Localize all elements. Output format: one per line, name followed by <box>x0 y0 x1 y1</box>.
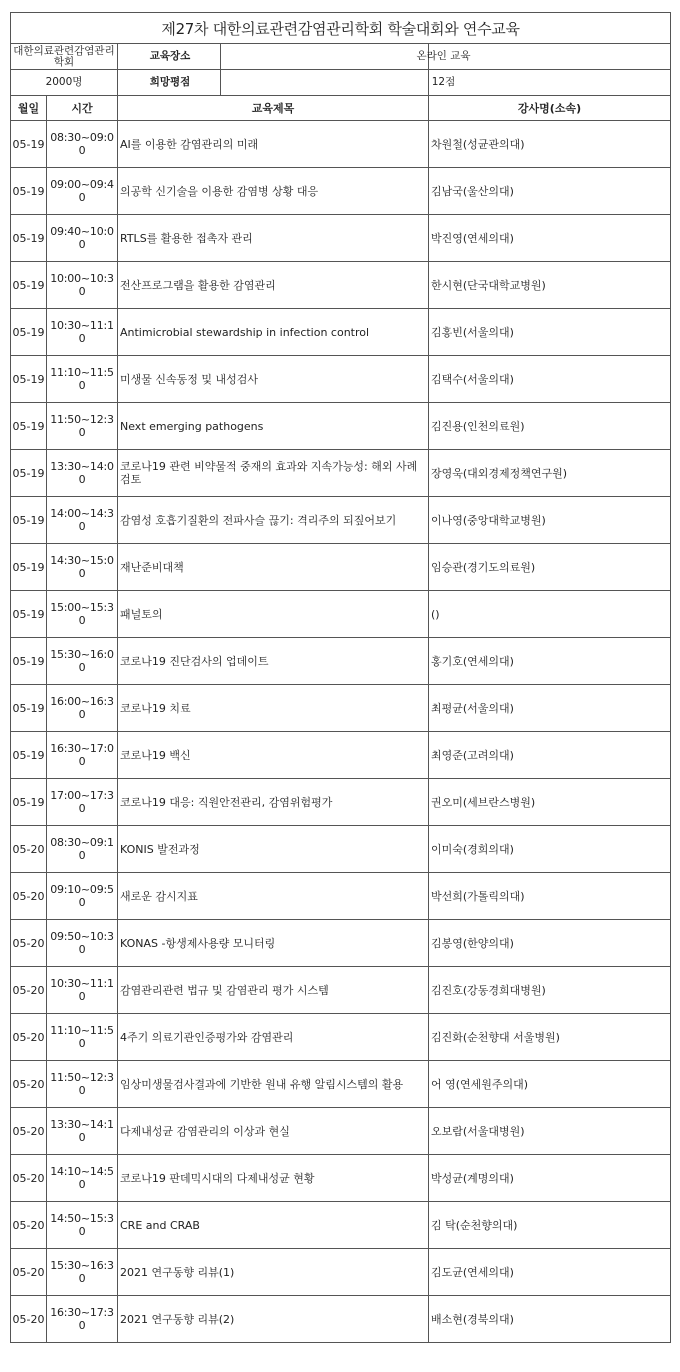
page-title: 제27차 대한의료관련감염관리학회 학술대회와 연수교육 <box>11 13 671 44</box>
session-time: 10:00~10:30 <box>47 262 118 309</box>
session-title: 4주기 의료기관인증평가와 감염관리 <box>118 1014 429 1061</box>
session-time: 16:30~17:30 <box>47 1296 118 1343</box>
table-row <box>11 685 671 732</box>
table-row <box>11 591 671 638</box>
table-row <box>11 1014 671 1061</box>
schedule-table <box>10 12 671 1343</box>
session-title: 전산프로그램을 활용한 감염관리 <box>118 262 429 309</box>
session-time: 17:00~17:30 <box>47 779 118 826</box>
column-header-title: 교육제목 <box>118 96 429 121</box>
venue-value-text: 온라인 교육 <box>416 50 471 62</box>
session-time: 15:30~16:00 <box>47 638 118 685</box>
session-speaker: 차원철(성균관의대) <box>429 121 671 168</box>
session-date: 05-19 <box>11 732 47 779</box>
session-title: 임상미생물검사결과에 기반한 원내 유행 알림시스템의 활용 <box>118 1061 429 1108</box>
table-row <box>11 309 671 356</box>
session-time: 10:30~11:10 <box>47 967 118 1014</box>
session-title: Antimicrobial stewardship in infection control <box>118 309 429 356</box>
session-time: 09:00~09:40 <box>47 168 118 215</box>
session-title: CRE and CRAB <box>118 1202 429 1249</box>
session-speaker: 김택수(서울의대) <box>429 356 671 403</box>
session-title: 감염성 호흡기질환의 전파사슬 끊기: 격리주의 되짚어보기 <box>118 497 429 544</box>
table-row <box>11 779 671 826</box>
session-rows <box>11 121 671 1343</box>
table-row <box>11 544 671 591</box>
session-title: RTLS를 활용한 접촉자 관리 <box>118 215 429 262</box>
session-date: 05-19 <box>11 356 47 403</box>
session-speaker: 홍기호(연세의대) <box>429 638 671 685</box>
session-time: 14:00~14:30 <box>47 497 118 544</box>
table-row <box>11 497 671 544</box>
session-title: 코로나19 관련 비약물적 중재의 효과와 지속가능성: 해외 사례 검토 <box>118 450 429 497</box>
table-row <box>11 168 671 215</box>
session-time: 15:00~15:30 <box>47 591 118 638</box>
session-date: 05-19 <box>11 403 47 450</box>
session-title: 다제내성균 감염관리의 이상과 현실 <box>118 1108 429 1155</box>
table-row <box>11 1155 671 1202</box>
session-date: 05-20 <box>11 920 47 967</box>
session-date: 05-20 <box>11 1249 47 1296</box>
session-date: 05-20 <box>11 1108 47 1155</box>
session-date: 05-20 <box>11 1296 47 1343</box>
session-date: 05-19 <box>11 121 47 168</box>
table-row <box>11 1061 671 1108</box>
session-speaker: 이미숙(경희의대) <box>429 826 671 873</box>
session-title: 재난준비대책 <box>118 544 429 591</box>
session-time: 16:00~16:30 <box>47 685 118 732</box>
session-speaker: 김진화(순천향대 서울병원) <box>429 1014 671 1061</box>
session-speaker: 김도균(연세의대) <box>429 1249 671 1296</box>
session-title: KONIS 발전과정 <box>118 826 429 873</box>
table-row <box>11 1108 671 1155</box>
session-time: 14:30~15:00 <box>47 544 118 591</box>
session-time: 15:30~16:30 <box>47 1249 118 1296</box>
table-row <box>11 920 671 967</box>
session-title: 2021 연구동향 리뷰(2) <box>118 1296 429 1343</box>
session-speaker: 박진영(연세의대) <box>429 215 671 262</box>
session-date: 05-20 <box>11 967 47 1014</box>
session-time: 09:40~10:00 <box>47 215 118 262</box>
session-speaker: 이나영(중앙대학교병원) <box>429 497 671 544</box>
table-row <box>11 262 671 309</box>
session-speaker: 최영준(고려의대) <box>429 732 671 779</box>
session-date: 05-19 <box>11 309 47 356</box>
session-speaker: 박선희(가톨릭의대) <box>429 873 671 920</box>
column-header-speaker: 강사명(소속) <box>429 96 671 121</box>
table-row <box>11 1296 671 1343</box>
session-time: 08:30~09:10 <box>47 826 118 873</box>
session-date: 05-20 <box>11 1155 47 1202</box>
session-speaker: 김진호(강동경희대병원) <box>429 967 671 1014</box>
session-time: 11:50~12:30 <box>47 1061 118 1108</box>
session-date: 05-19 <box>11 544 47 591</box>
session-date: 05-20 <box>11 1014 47 1061</box>
session-time: 13:30~14:10 <box>47 1108 118 1155</box>
session-date: 05-19 <box>11 168 47 215</box>
session-time: 13:30~14:00 <box>47 450 118 497</box>
session-time: 11:10~11:50 <box>47 356 118 403</box>
session-date: 05-20 <box>11 1202 47 1249</box>
session-time: 10:30~11:10 <box>47 309 118 356</box>
session-speaker: 권오미(세브란스병원) <box>429 779 671 826</box>
session-date: 05-19 <box>11 497 47 544</box>
credit-value-text: 12점 <box>431 76 456 88</box>
capacity-value: 2000명 <box>11 70 118 96</box>
session-title: AI를 이용한 감염관리의 미래 <box>118 121 429 168</box>
session-speaker: 김 탁(순천향의대) <box>429 1202 671 1249</box>
session-title: KONAS -항생제사용량 모니터링 <box>118 920 429 967</box>
session-title: 패널토의 <box>118 591 429 638</box>
session-time: 09:50~10:30 <box>47 920 118 967</box>
table-row <box>11 121 671 168</box>
session-title: 감염관리관련 법규 및 감염관리 평가 시스템 <box>118 967 429 1014</box>
session-speaker: 어 영(연세원주의대) <box>429 1061 671 1108</box>
session-time: 08:30~09:00 <box>47 121 118 168</box>
session-speaker: 김홍빈(서울의대) <box>429 309 671 356</box>
session-speaker: () <box>429 591 671 638</box>
table-row <box>11 1249 671 1296</box>
session-title: 코로나19 백신 <box>118 732 429 779</box>
venue-label-text: 교육장소 <box>120 44 221 69</box>
session-date: 05-19 <box>11 591 47 638</box>
session-title: 코로나19 치료 <box>118 685 429 732</box>
table-row <box>11 450 671 497</box>
session-date: 05-19 <box>11 638 47 685</box>
session-speaker: 임승관(경기도의료원) <box>429 544 671 591</box>
session-title: 코로나19 대응: 직원안전관리, 감염위험평가 <box>118 779 429 826</box>
session-speaker: 김남국(울산의대) <box>429 168 671 215</box>
session-date: 05-19 <box>11 262 47 309</box>
session-speaker: 박성균(계명의대) <box>429 1155 671 1202</box>
session-date: 05-19 <box>11 779 47 826</box>
session-speaker: 최평균(서울의대) <box>429 685 671 732</box>
session-speaker: 장영욱(대외경제정책연구원) <box>429 450 671 497</box>
organization-name: 대한의료관련감염관리학회 <box>11 44 118 70</box>
session-date: 05-20 <box>11 873 47 920</box>
table-row <box>11 356 671 403</box>
session-title: 미생물 신속동정 및 내성검사 <box>118 356 429 403</box>
table-row <box>11 1202 671 1249</box>
session-speaker: 김봉영(한양의대) <box>429 920 671 967</box>
session-title: 의공학 신기술을 이용한 감염병 상황 대응 <box>118 168 429 215</box>
session-title: 2021 연구동향 리뷰(1) <box>118 1249 429 1296</box>
session-title: 새로운 감시지표 <box>118 873 429 920</box>
table-row <box>11 403 671 450</box>
column-header-date: 월일 <box>11 96 47 121</box>
session-time: 11:50~12:30 <box>47 403 118 450</box>
session-speaker: 김진용(인천의료원) <box>429 403 671 450</box>
table-row <box>11 967 671 1014</box>
session-speaker: 한시현(단국대학교병원) <box>429 262 671 309</box>
session-time: 14:10~14:50 <box>47 1155 118 1202</box>
session-time: 14:50~15:30 <box>47 1202 118 1249</box>
session-title: 코로나19 진단검사의 업데이트 <box>118 638 429 685</box>
course-document <box>10 12 670 1343</box>
table-header-row <box>11 96 671 121</box>
session-title: 코로나19 판데믹시대의 다제내성균 현황 <box>118 1155 429 1202</box>
session-date: 05-20 <box>11 1061 47 1108</box>
table-row <box>11 826 671 873</box>
credit-label-text: 희망평점 <box>120 70 221 95</box>
session-speaker: 배소현(경북의대) <box>429 1296 671 1343</box>
session-time: 16:30~17:00 <box>47 732 118 779</box>
table-row <box>11 215 671 262</box>
session-date: 05-19 <box>11 450 47 497</box>
table-row <box>11 873 671 920</box>
session-time: 11:10~11:50 <box>47 1014 118 1061</box>
table-row <box>11 732 671 779</box>
table-row <box>11 638 671 685</box>
session-title: Next emerging pathogens <box>118 403 429 450</box>
column-header-time: 시간 <box>47 96 118 121</box>
session-date: 05-19 <box>11 685 47 732</box>
session-time: 09:10~09:50 <box>47 873 118 920</box>
session-date: 05-20 <box>11 826 47 873</box>
session-date: 05-19 <box>11 215 47 262</box>
session-speaker: 오보람(서울대병원) <box>429 1108 671 1155</box>
